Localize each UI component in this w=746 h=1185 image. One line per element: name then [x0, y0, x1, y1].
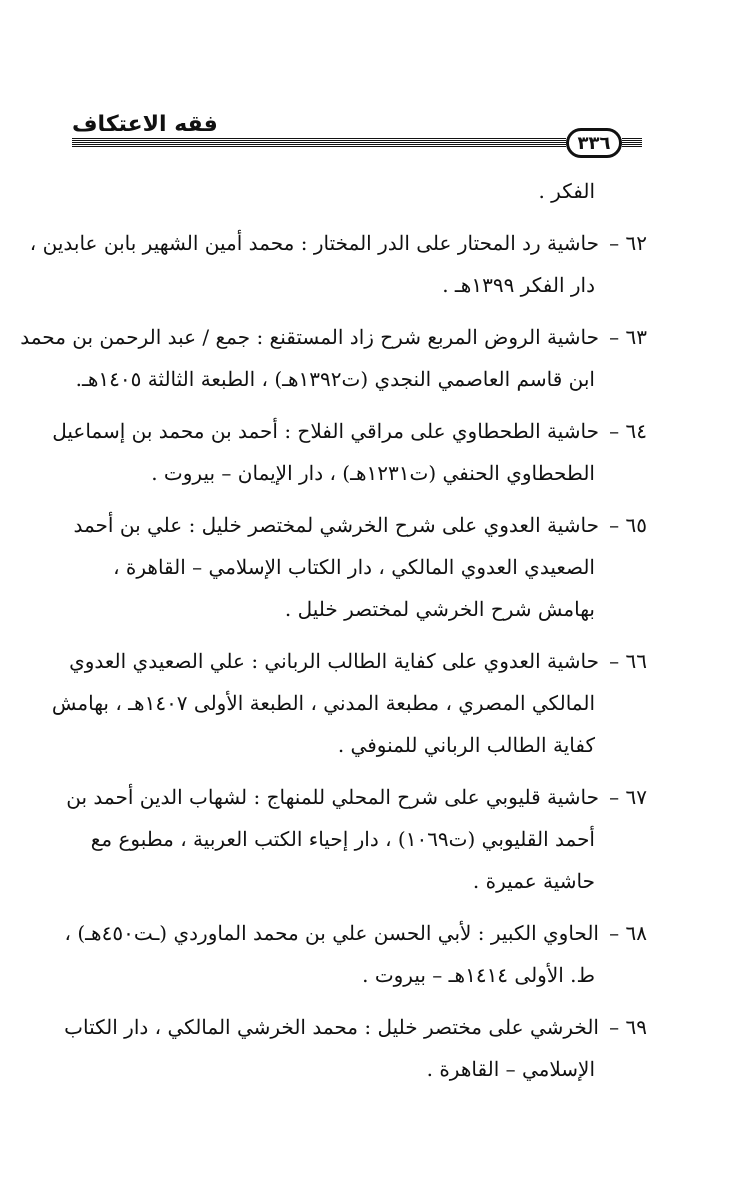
entry-text: الإسلامي – القاهرة .: [426, 1057, 595, 1081]
entry-number: ٦٤ –: [609, 419, 647, 443]
entry-text: حاشية الروض المربع شرح زاد المستقنع : جمع / عبد الرحمن بن محمد: [20, 325, 599, 349]
entry-text: ط. الأولى ١٤١٤هـ – بيروت .: [362, 963, 595, 987]
list-item: [72, 504, 647, 630]
bibliography-list: [20, 170, 647, 1090]
entry-text: المالكي المصري ، مطبعة المدني ، الطبعة الأولى ١٤٠٧هـ ، بهامش: [51, 691, 595, 715]
header-rule: [72, 138, 566, 148]
list-item: [29, 222, 647, 306]
entry-text: الخرشي على مختصر خليل : محمد الخرشي المالكي ، دار الكتاب: [64, 1015, 599, 1039]
entry-number: ٦٧ –: [609, 785, 647, 809]
entry-text: الحاوي الكبير : لأبي الحسن علي بن محمد الماوردي (ـت٤٥٠هـ) ،: [64, 921, 599, 945]
entry-number: ٦٥ –: [609, 513, 647, 537]
entry-text: بهامش شرح الخرشي لمختصر خليل .: [284, 597, 595, 621]
entry-text: الطحطاوي الحنفي (ت١٢٣١هـ) ، دار الإيمان – بيروت .: [151, 461, 595, 485]
entry-text: ابن قاسم العاصمي النجدي (ت١٣٩٢هـ) ، الطبعة الثالثة ١٤٠٥هـ.: [75, 367, 595, 391]
entry-text: أحمد القليوبي (ت١٠٦٩) ، دار إحياء الكتب العربية ، مطبوع مع: [90, 827, 595, 851]
entry-text: حاشية العدوي على شرح الخرشي لمختصر خليل : علي بن أحمد: [73, 513, 599, 537]
list-item: [64, 912, 647, 996]
entry-text: حاشية العدوي على كفاية الطالب الرباني : علي الصعيدي العدوي: [69, 649, 599, 673]
entry-number: ٦٨ –: [609, 921, 647, 945]
page-number: ٣٣٦: [566, 128, 622, 158]
entry-text: حاشية الطحطاوي على مراقي الفلاح : أحمد بن محمد بن إسماعيل: [52, 419, 599, 443]
list-item: [51, 640, 647, 766]
list-item: [66, 776, 647, 902]
header-rule-right: [622, 138, 642, 148]
running-title: فقه الاعتكاف: [72, 112, 218, 137]
entry-text: الصعيدي العدوي المالكي ، دار الكتاب الإسلامي – القاهرة ،: [113, 555, 595, 579]
list-item: [52, 410, 647, 494]
entry-text: حاشية عميرة .: [472, 869, 595, 893]
entry-text: حاشية قليوبي على شرح المحلي للمنهاج : لشهاب الدين أحمد بن: [66, 785, 599, 809]
list-item: [64, 1006, 647, 1090]
continued-line: الفكر .: [538, 179, 595, 203]
entry-text: دار الفكر ١٣٩٩هـ .: [442, 273, 595, 297]
list-item: [20, 316, 647, 400]
entry-number: ٦٣ –: [609, 325, 647, 349]
entry-text: كفاية الطالب الرباني للمنوفي .: [337, 733, 595, 757]
entry-text: حاشية رد المحتار على الدر المختار : محمد أمين الشهير بابن عابدين ،: [29, 231, 599, 255]
entry-number: ٦٢ –: [609, 231, 647, 255]
entry-number: ٦٩ –: [609, 1015, 647, 1039]
entry-number: ٦٦ –: [609, 649, 647, 673]
